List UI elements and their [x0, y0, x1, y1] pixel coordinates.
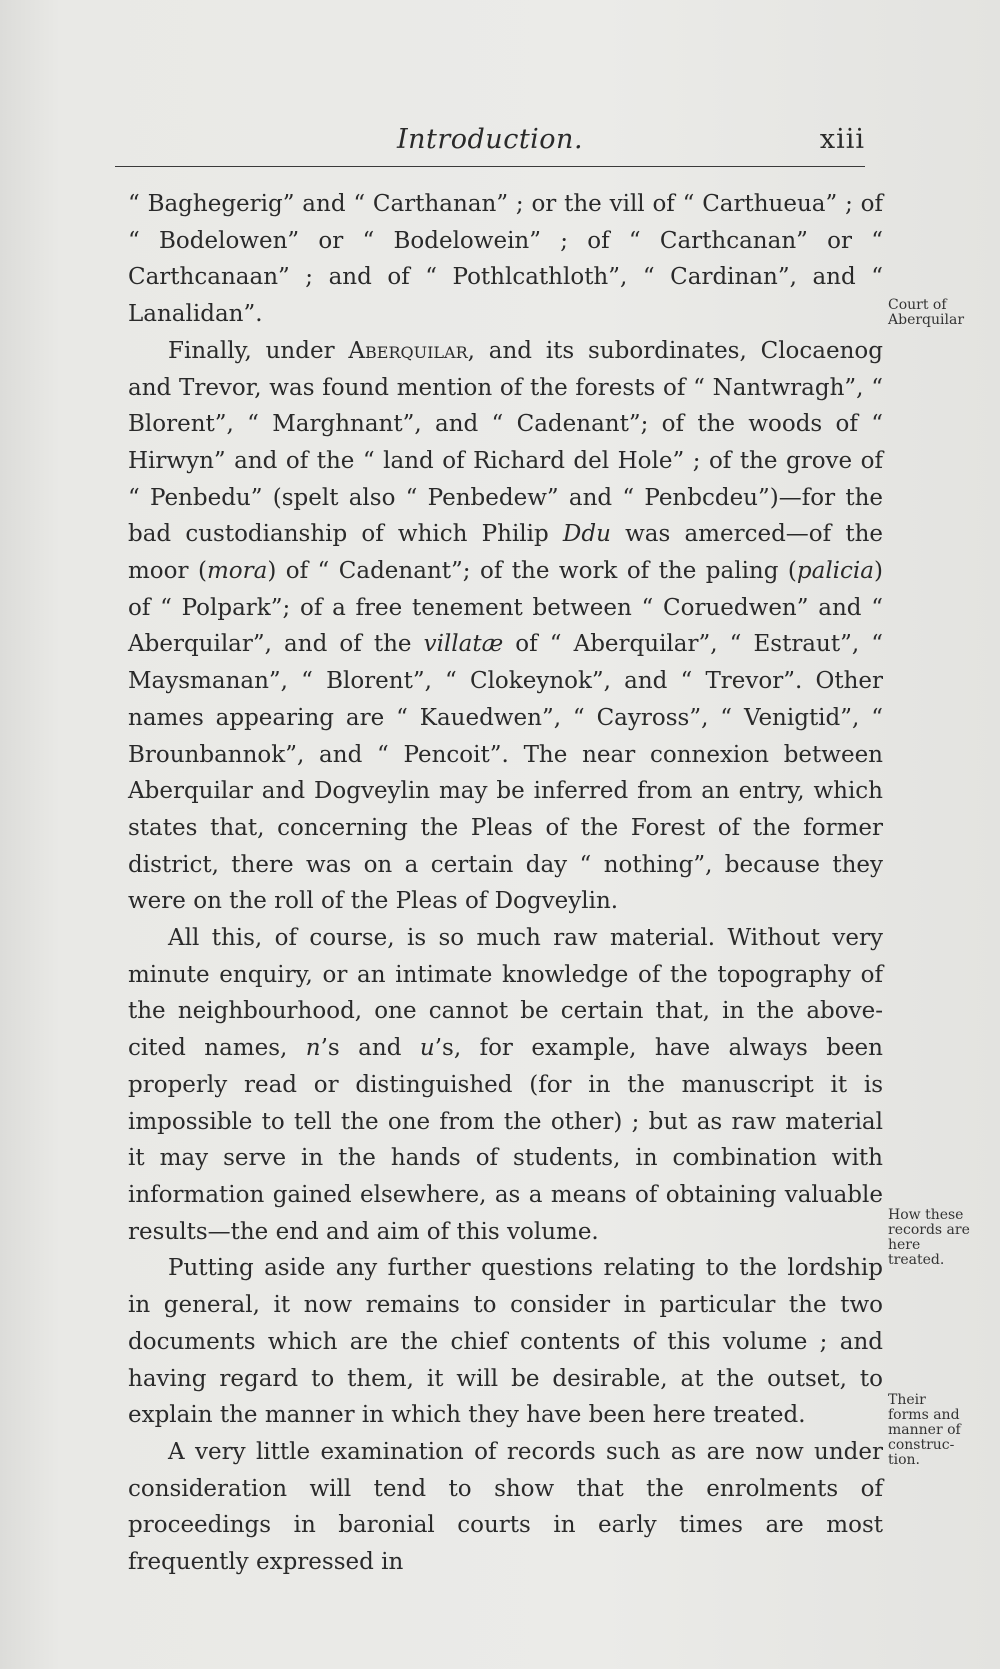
margin-note-line: here: [888, 1237, 921, 1253]
text-segment: Putting aside any further questions relating to the lordship in general, it now remains to consider in particular the two documents which are the chief contents of this volume ; and having regard to them, it will be desirable, at the outset, to explain the manner in which they have been here treated.: [128, 1255, 883, 1429]
text-segment: , and its subordinates, Clocaenog and Trevor, was found mention of the forests of “ Nantwragh”, “ Blorent”, “ Marghnant”, and “ Cadenant”; of the woods of “ Hirwyn” and of the “ land of Richard del Hole” ; of the grove of “ Penbedu” (spelt also “ Penbedew” and “ Penbcdeu”)—for the bad custodianship of which Philip: [128, 337, 883, 548]
text-segment: of “ Aberquilar”, “ Estraut”, “ Maysmanan”, “ Blorent”, “ Clokeynok”, and “ Trevor”. Other names appearing are “ Kauedwen”, “ Cayross”, “ Venigtid”, “ Brounbannok”, and “ Pencoit”. The near connexion between Aberquilar and Dogveylin may be inferred from an entry, which states that, concerning the Pleas of the Forest of the former district, there was on a certain day “ nothing”, because they were on the roll of the Pleas of Dogveylin.: [128, 631, 883, 915]
text-segment: ’s, for example, have always been properly read or distinguished (for in the manuscript it is impossible to tell the one from the other) ; but as raw material it may serve in the hands of students, in combination with information gained elsewhere, as a means of obtaining valuable results—the end and aim of this volume.: [128, 1035, 883, 1245]
text-segment: ’s and: [320, 1035, 420, 1062]
place-name-aberquilar: Aberquilar: [348, 337, 468, 364]
text-segment: ) of “ Cadenant”; of the work of the paling (: [267, 558, 797, 585]
text-segment: ) of “ Polpark”; of a free tenement between “ Coruedwen” and “ Aberquilar”, and of the: [128, 558, 883, 658]
margin-note-line: How these: [888, 1207, 964, 1223]
margin-note-line: manner of: [888, 1422, 961, 1438]
italic-villatae: villatæ: [423, 631, 504, 658]
margin-note-how-these-records: [888, 1208, 993, 1268]
text-segment: Finally, under: [168, 337, 349, 364]
body-text: [128, 186, 883, 1581]
margin-note-court-of-aberquilar: [888, 298, 993, 328]
text-segment: All this, of course, is so much raw material. Without very minute enquiry, or an intimate knowledge of the topography of the neighbourhood, one cannot be certain that, in the above-cited names,: [128, 925, 883, 1062]
margin-note-line: tion.: [888, 1452, 920, 1468]
italic-mora: mora: [206, 558, 268, 585]
text-segment: A very little examination of records such as are now under consideration will tend to show that the enrolments of proceedings in baronial courts in early times are most frequently expressed in: [128, 1438, 883, 1576]
italic-palicia: palicia: [796, 558, 874, 585]
header-rule: [115, 166, 865, 167]
paragraph-4: [128, 1250, 883, 1434]
italic-ddu: Ddu: [562, 521, 611, 548]
page-header: [115, 118, 865, 158]
paragraph-5: [128, 1434, 883, 1581]
margin-note-line: forms and: [888, 1407, 960, 1423]
margin-note-line: Court of: [888, 297, 947, 313]
italic-u: u: [419, 1035, 435, 1062]
margin-note-line: Aberquilar: [888, 312, 965, 328]
margin-note-line: treated.: [888, 1252, 945, 1268]
margin-note-line: records are: [888, 1222, 970, 1238]
paragraph-3: [128, 920, 883, 1250]
italic-n: n: [305, 1035, 321, 1062]
margin-note-line: Their: [888, 1392, 926, 1408]
paragraph-2: [128, 333, 883, 920]
page-number: xiii: [819, 124, 865, 155]
margin-note-line: construc-: [888, 1437, 955, 1453]
text-segment: was amerced—of the moor (: [128, 521, 884, 585]
paragraph-1: [128, 186, 883, 333]
margin-note-their-forms: [888, 1393, 993, 1468]
running-title: Introduction.: [396, 124, 584, 155]
text-segment: “ Baghegerig” and “ Carthanan” ; or the vill of “ Carthueua” ; of “ Bodelowen” or “ Bodelowein” ; of “ Carthcanan” or “ Carthcanaan” ; and of “ Pothlcathloth”, “ Cardinan”, and “ Lanalidan”.: [128, 191, 883, 328]
